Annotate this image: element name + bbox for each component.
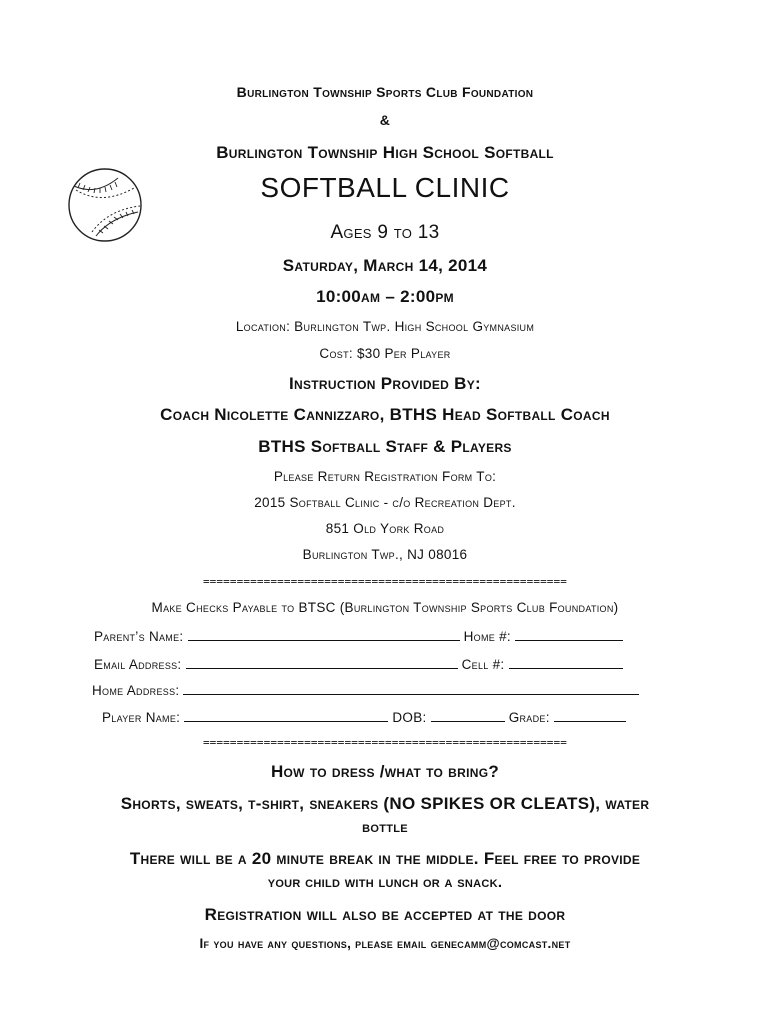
email-field[interactable]	[186, 656, 458, 669]
player-row	[102, 709, 626, 725]
parent-row	[94, 628, 623, 644]
coach-name: Coach Nicolette Cannizzaro, BTHS Head Softball Coach	[160, 405, 610, 424]
event-time: 10:00am – 2:00pm	[316, 287, 454, 306]
home-address-field[interactable]	[183, 682, 639, 695]
dob-label: DOB:	[392, 710, 427, 725]
staff-line: BTHS Softball Staff & Players	[258, 437, 512, 456]
page-title: SOFTBALL CLINIC	[260, 172, 510, 203]
address-row	[92, 682, 639, 698]
cell-field[interactable]	[509, 656, 623, 669]
door-registration: Registration will also be accepted at the door	[204, 905, 566, 924]
checks-payable: Make Checks Payable to BTSC (Burlington Township Sports Club Foundation)	[151, 600, 619, 615]
dress-line-2: bottle	[362, 819, 408, 836]
break-line-1: There will be a 20 minute break in the middle. Feel free to provide	[129, 849, 641, 868]
return-heading: Please Return Registration Form To:	[273, 469, 497, 484]
ages: Ages 9 to 13	[330, 222, 440, 243]
return-line-2: 851 Old York Road	[325, 521, 445, 536]
dress-heading: How to dress /what to bring?	[270, 762, 500, 781]
return-line-1: 2015 Softball Clinic - c/o Recreation Dept.	[254, 495, 516, 510]
event-cost: Cost: $30 Per Player	[319, 346, 451, 361]
event-date: Saturday, March 14, 2014	[282, 256, 488, 275]
instruction-heading: Instruction Provided By:	[289, 374, 481, 393]
email-label: Email Address:	[94, 657, 182, 672]
email-row	[94, 656, 623, 672]
home-address-label: Home Address:	[92, 683, 180, 698]
org-line-1: Burlington Township Sports Club Foundation	[236, 84, 534, 100]
break-line-2: your child with lunch or a snack.	[267, 874, 503, 891]
grade-field[interactable]	[554, 709, 626, 722]
questions-line[interactable]: If you have any questions, please email genecamm@comcast.net	[199, 936, 571, 951]
player-name-field[interactable]	[184, 709, 388, 722]
event-location: Location: Burlington Twp. High School Gymnasium	[235, 319, 535, 334]
separator-top: ======================================================	[202, 575, 568, 588]
grade-label: Grade:	[508, 710, 550, 725]
player-name-label: Player Name:	[102, 710, 181, 725]
dress-line-1: Shorts, sweats, t-shirt, sneakers (NO SPIKES OR CLEATS), water	[120, 794, 650, 813]
cell-label: Cell #:	[461, 657, 505, 672]
home-phone-field[interactable]	[515, 628, 623, 641]
home-phone-label: Home #:	[463, 629, 511, 644]
org-line-2: Burlington Township High School Softball	[216, 143, 554, 162]
parent-name-label: Parent’s Name:	[94, 629, 184, 644]
dob-field[interactable]	[431, 709, 505, 722]
return-line-3: Burlington Twp., NJ 08016	[302, 547, 468, 562]
parent-name-field[interactable]	[188, 628, 460, 641]
ampersand: &	[379, 112, 391, 128]
separator-bottom: ======================================================	[202, 736, 568, 749]
